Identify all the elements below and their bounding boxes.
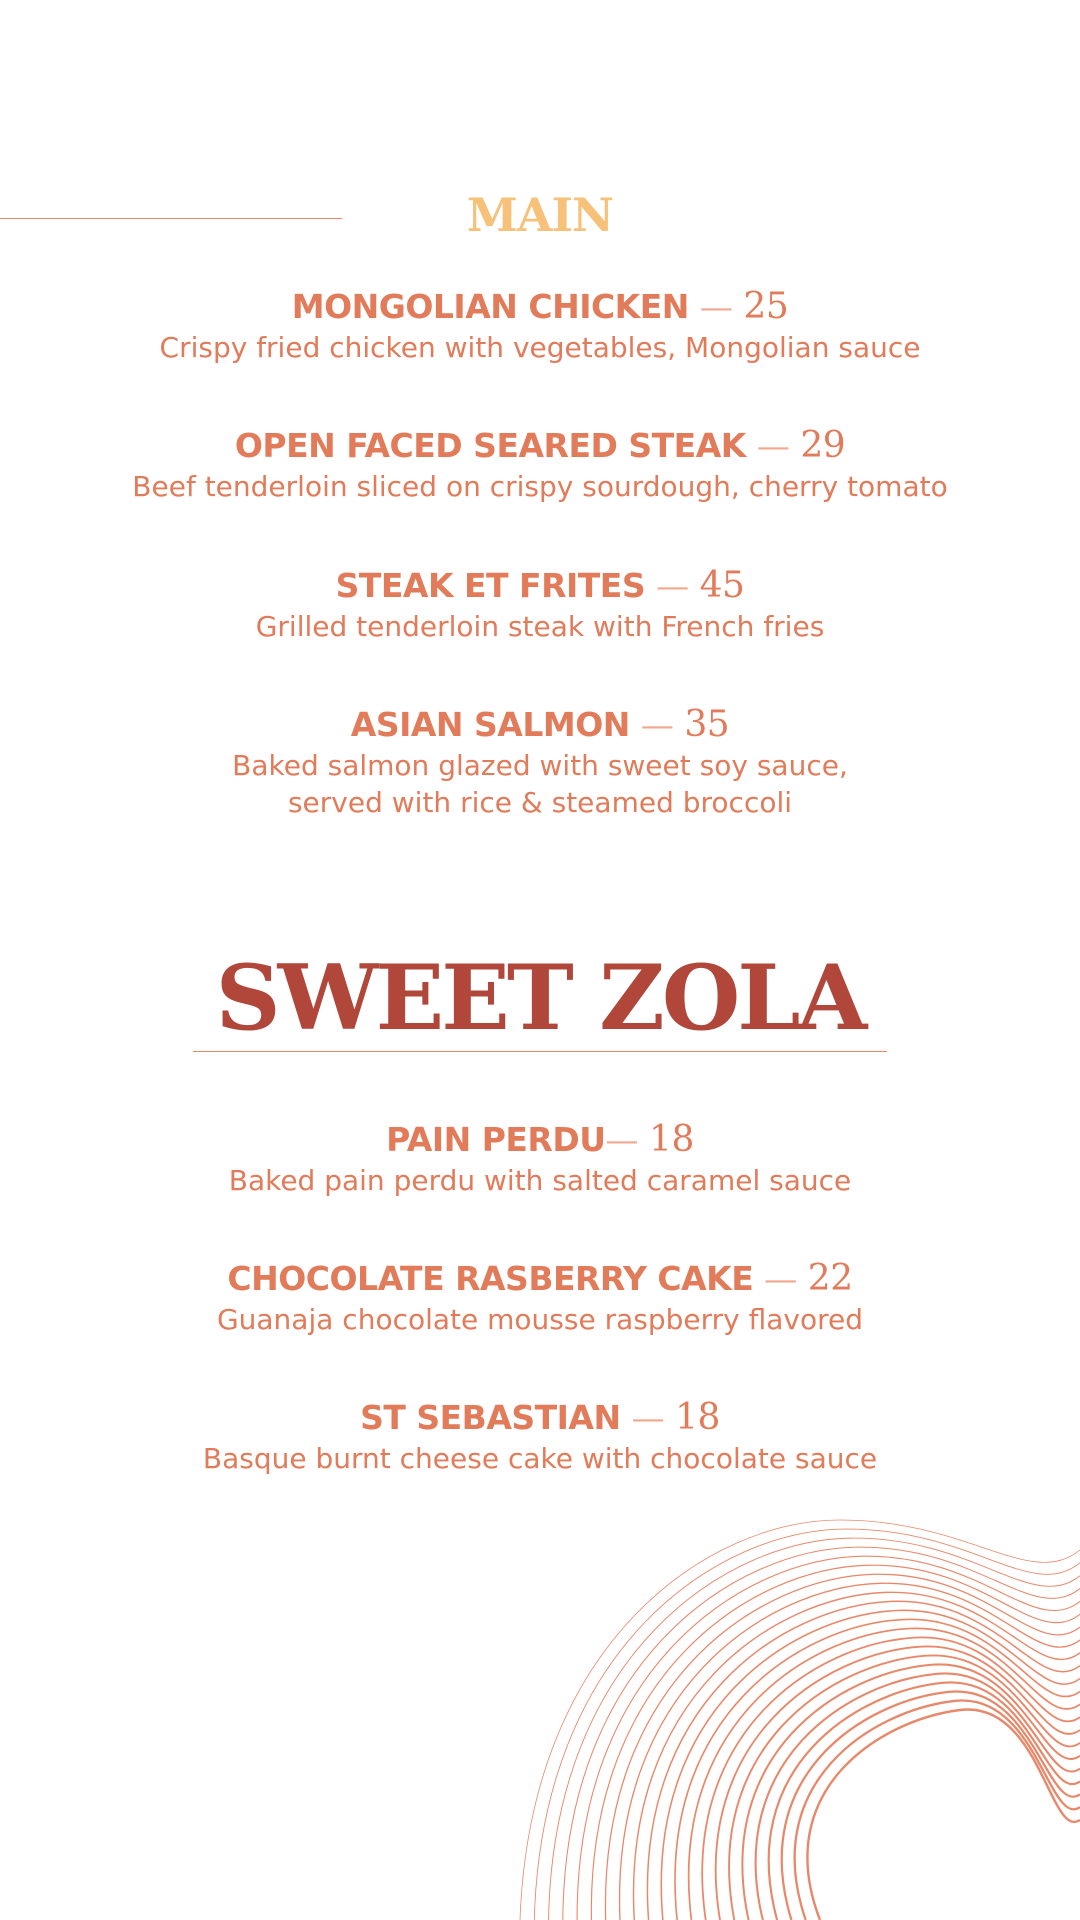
wave-line	[729, 1655, 1080, 1920]
menu-item-name: PAIN PERDU	[386, 1120, 606, 1159]
menu-item-pain-perdu	[0, 1120, 1080, 1199]
menu-item-separator: —	[640, 705, 674, 744]
menu-item-description: Grilled tenderloin steak with French fries	[255, 610, 825, 643]
menu-item-name: STEAK ET FRITES	[335, 566, 646, 605]
wave-line	[795, 1700, 1080, 1920]
wave-line	[577, 1556, 1080, 1920]
menu-item-mongolian-chicken	[0, 287, 1080, 366]
menu-item-title	[0, 1259, 1080, 1299]
main-section-heading: MAIN	[466, 188, 614, 242]
menu-item-title	[0, 566, 1080, 606]
menu-item-description-line: served with rice & steamed broccoli	[287, 786, 793, 819]
menu-item-price: 29	[800, 425, 846, 466]
menu-item-name: MONGOLIAN CHICKEN	[291, 287, 689, 326]
wave-lines-decoration	[510, 1480, 1080, 1920]
menu-item-separator: —	[631, 1398, 665, 1437]
menu-item-title	[0, 287, 1080, 327]
menu-item-separator: —	[756, 426, 790, 465]
menu-item-separator: —	[764, 1259, 797, 1298]
menu-item-description: Guanaja chocolate mousse raspberry flavored	[216, 1303, 864, 1336]
menu-item-description: Baked pain perdu with salted caramel sauce	[228, 1164, 852, 1197]
menu-item-price: 25	[743, 286, 789, 327]
menu-item-description: Crispy fried chicken with vegetables, Mongolian sauce	[159, 331, 921, 364]
dessert-heading-underline	[193, 1051, 887, 1052]
menu-item-price: 45	[699, 565, 745, 606]
wave-line	[756, 1673, 1080, 1920]
menu-item-name: ASIAN SALMON	[350, 705, 630, 744]
menu-item-separator: —	[656, 566, 689, 605]
menu-item-title	[0, 426, 1080, 466]
menu-item-separator: —	[605, 1120, 639, 1159]
menu-item-name: ST SEBASTIAN	[360, 1398, 621, 1437]
menu-item-name: CHOCOLATE RASBERRY CAKE	[227, 1259, 754, 1298]
menu-item-price: 18	[649, 1119, 694, 1160]
menu-item-separator: —	[699, 287, 733, 326]
menu-item-st-sebastian	[0, 1398, 1080, 1477]
menu-item-asian-salmon	[0, 705, 1080, 821]
menu-item-price: 22	[807, 1258, 853, 1299]
wave-line	[520, 1520, 1080, 1920]
wave-line	[647, 1601, 1080, 1920]
menu-item-price: 18	[675, 1397, 720, 1438]
menu-item-steak-et-frites	[0, 566, 1080, 645]
menu-item-title	[0, 1398, 1080, 1438]
dessert-section-heading: SWEET ZOLA	[215, 945, 865, 1051]
menu-item-description: Basque burnt cheese cake with chocolate sauce	[202, 1442, 878, 1475]
menu-item-name: OPEN FACED SEARED STEAK	[234, 426, 746, 465]
menu-item-open-faced-seared-steak	[0, 426, 1080, 505]
wave-line	[605, 1574, 1080, 1920]
wave-line	[689, 1628, 1080, 1920]
menu-item-price: 35	[684, 704, 730, 745]
menu-item-title	[0, 1120, 1080, 1160]
menu-item-chocolate-rasberry-cake	[0, 1259, 1080, 1338]
menu-item-description-line: Baked salmon glazed with sweet soy sauce,	[232, 749, 848, 782]
menu-item-title	[0, 705, 1080, 745]
menu-item-description: Beef tenderloin sliced on crispy sourdough, cherry tomato	[132, 470, 948, 503]
